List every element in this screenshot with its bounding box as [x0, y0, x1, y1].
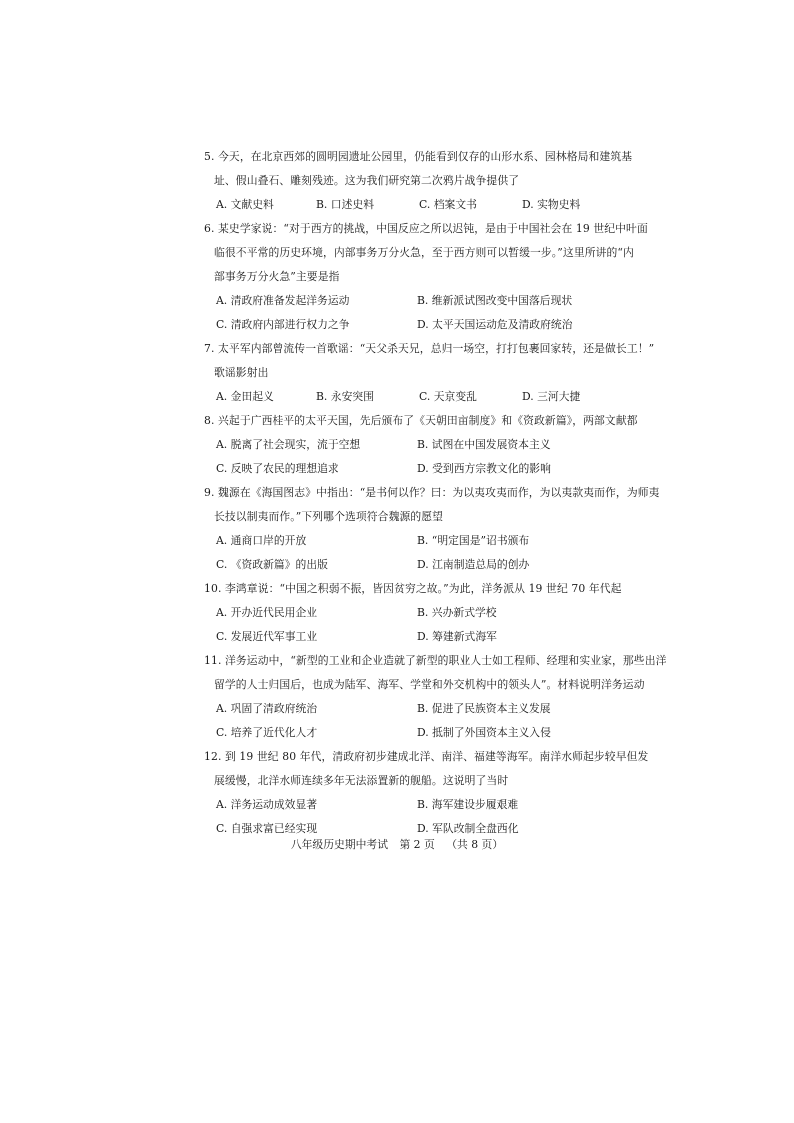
option-b: B. 海军建设步履艰难 [417, 798, 519, 811]
question-12 [204, 745, 649, 841]
option-c: C. 清政府内部进行权力之争 [216, 318, 350, 331]
question-stem-line: 8. 兴起于广西桂平的太平天国，先后颁布了《天朝田亩制度》和《资政新篇》，两部文献都 [204, 414, 638, 427]
question-stem-line: 5. 今天，在北京西郊的圆明园遗址公园里，仍能看到仅存的山形水系、园林格局和建筑基 [204, 150, 633, 163]
option-row [204, 193, 640, 217]
question-5 [204, 145, 640, 217]
question-6 [204, 217, 648, 337]
option-row [204, 625, 640, 649]
option-d: D. 江南制造总局的创办 [417, 558, 530, 571]
option-a: A. 文献史料 [216, 198, 274, 211]
option-c: C. 天京变乱 [419, 390, 477, 403]
question-stem-line: 12. 到 19 世纪 80 年代，清政府初步建成北洋、南洋、福建等海军。南洋水师起步较早但发 [204, 750, 649, 763]
question-8 [204, 409, 640, 481]
option-c: C. 培养了近代化人才 [216, 726, 318, 739]
option-b: B. 试图在中国发展资本主义 [417, 438, 551, 451]
question-stem-line: 6. 某史学家说：“对于西方的挑战，中国反应之所以迟钝，是由于中国社会在 19 世纪中叶面 [204, 222, 648, 235]
option-a: A. 清政府准备发起洋务运动 [216, 294, 350, 307]
question-11 [204, 649, 667, 745]
question-10 [204, 577, 640, 649]
option-row [204, 433, 640, 457]
option-c: C. 反映了农民的理想追求 [216, 462, 339, 475]
option-row [204, 289, 640, 313]
option-row [204, 697, 640, 721]
option-a: A. 金田起义 [216, 390, 274, 403]
page-footer [0, 835, 794, 855]
option-d: D. 实物史料 [522, 198, 581, 211]
option-b: B. 口述史料 [316, 198, 374, 211]
option-a: A. 脱离了社会现实，流于空想 [216, 438, 361, 451]
option-d: D. 三河大捷 [522, 390, 581, 403]
option-row [204, 553, 640, 577]
question-stem-line: 长技以制夷而作。”下列哪个选项符合魏源的愿望 [214, 510, 444, 523]
option-b: B. 促进了民族资本主义发展 [417, 702, 551, 715]
exam-title: 八年级历史期中考试 [290, 838, 389, 851]
option-d: D. 筹建新式海军 [417, 630, 497, 643]
page-total: （共 8 页） [446, 838, 504, 851]
question-stem-line: 临很不平常的历史环境，内部事务万分火急，至于西方则可以暂缓一步。”这里所讲的“内 [214, 246, 634, 259]
question-7 [204, 337, 655, 409]
option-d: D. 抵制了外国资本主义入侵 [417, 726, 551, 739]
option-a: A. 洋务运动成效显著 [216, 798, 318, 811]
option-b: B. “明定国是”诏书颁布 [417, 534, 530, 547]
question-stem-line: 址、假山叠石、雕刻残迹。这为我们研究第二次鸦片战争提供了 [214, 174, 520, 187]
question-stem-line: 展缓慢，北洋水师连续多年无法添置新的舰船。这说明了当时 [214, 774, 509, 787]
option-row [204, 457, 640, 481]
option-a: A. 通商口岸的开放 [216, 534, 307, 547]
question-9 [204, 481, 660, 577]
page-number: 第 2 页 [399, 838, 435, 851]
option-a: A. 开办近代民用企业 [216, 606, 318, 619]
option-row [204, 721, 640, 745]
option-c: C. 发展近代军事工业 [216, 630, 318, 643]
option-a: A. 巩固了清政府统治 [216, 702, 318, 715]
question-list [204, 145, 667, 841]
option-d: D. 军队改制全盘西化 [417, 822, 519, 835]
question-stem-line: 部事务万分火急”主要是指 [214, 270, 340, 283]
question-stem-line: 留学的人士归国后，也成为陆军、海军、学堂和外交机构中的领头人”。材料说明洋务运动 [214, 678, 645, 691]
option-d: D. 受到西方宗教文化的影响 [417, 462, 551, 475]
option-c: C. 《资政新篇》的出版 [216, 558, 328, 571]
option-d: D. 太平天国运动危及清政府统治 [417, 318, 573, 331]
option-row [204, 313, 640, 337]
option-b: B. 维新派试图改变中国落后现状 [417, 294, 573, 307]
option-row [204, 385, 640, 409]
option-c: C. 档案文书 [419, 198, 477, 211]
question-stem-line: 9. 魏源在《海国图志》中指出：“是书何以作？曰：为以夷攻夷而作，为以夷款夷而作，为师夷 [204, 486, 660, 499]
option-row [204, 601, 640, 625]
question-stem-line: 歌谣影射出 [214, 366, 269, 379]
question-stem-line: 7. 太平军内部曾流传一首歌谣：“天父杀天兄，总归一场空，打打包裹回家转，还是做长工！” [204, 342, 655, 355]
option-c: C. 自强求富已经实现 [216, 822, 318, 835]
option-row [204, 529, 640, 553]
option-b: B. 兴办新式学校 [417, 606, 497, 619]
option-row [204, 793, 640, 817]
question-stem-line: 10. 李鸿章说：“中国之积弱不振，皆因贫穷之故。”为此，洋务派从 19 世纪 70 年代起 [204, 582, 622, 595]
option-b: B. 永安突围 [316, 390, 374, 403]
question-stem-line: 11. 洋务运动中，“新型的工业和企业造就了新型的职业人士如工程师、经理和实业家，那些出洋 [204, 654, 667, 667]
